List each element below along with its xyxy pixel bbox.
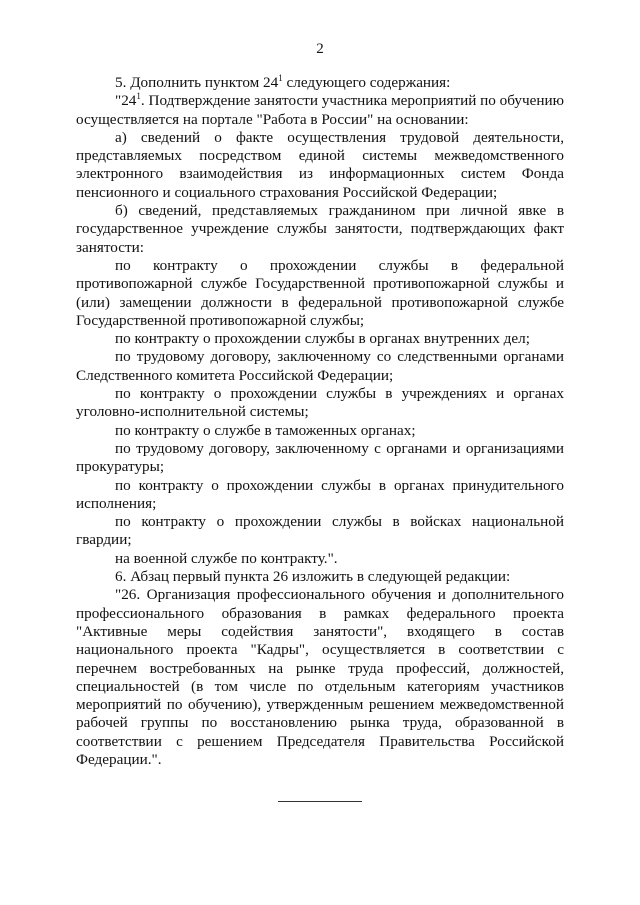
item-5-heading-text: 5. Дополнить пунктом 24: [115, 74, 279, 91]
document-body: [76, 74, 564, 769]
item-24-1-intro-text: . Подтверждение занятости участника мероприятий по обучению осуществляется на портале "Работа в России" на основании:: [76, 92, 564, 128]
item-6-heading: 6. Абзац первый пункта 26 изложить в следующей редакции:: [115, 568, 511, 586]
subitem-b: б) сведений, представляемых гражданином при личной явке в государственное учреждение службы занятости, подтверждающих факт занятости:: [76, 202, 564, 256]
service-item: на военной службе по контракту.".: [115, 549, 338, 567]
end-divider: [278, 801, 362, 802]
item-24-1-superscript: 1: [136, 91, 141, 102]
item-5-heading: [76, 74, 564, 92]
service-item: по трудовому договору, заключенному с органами и организациями прокуратуры;: [76, 439, 564, 476]
subitem-a: а) сведений о факте осуществления трудовой деятельности, представляемых посредством единой системы межведомственного электронного взаимодействия из информационных систем Фонда пенсионного и социального страхования Российской Федерации;: [76, 128, 564, 201]
service-item: по контракту о прохождении службы в органах внутренних дел;: [115, 330, 530, 348]
service-item: по контракту о прохождении службы в органах принудительного исполнения;: [76, 476, 564, 512]
item-26-text: "26. Организация профессионального обучения и дополнительного профессионального образования в рамках федерального проекта "Активные меры содействия занятости", входящего в состав национального проекта "Кадры", осуществляется в соответствии с перечнем востребованных на рынке труда профессий, должностей, специальностей (в том числе по отдельным категориям участников мероприятий по обучению), утвержденным решением межведомственной рабочей группы по восстановлению рынка труда, образованной в соответствии с решением Председателя Правительства Российской Федерации.".: [76, 586, 564, 768]
service-item: по контракту о прохождении службы в федеральной противопожарной службе Государственной противопожарной службы и (или) замещении должности в федеральной противопожарной службе Государственной противопожарной службы;: [76, 256, 564, 329]
item-5-superscript: 1: [278, 73, 283, 83]
service-item: по трудовому договору, заключенному со следственными органами Следственного комитета Российской Федерации;: [76, 348, 564, 384]
item-24-1-intro: [76, 92, 564, 129]
service-item: по контракту о прохождении службы в войсках национальной гвардии;: [76, 513, 564, 549]
service-item: по контракту о службе в таможенных органах;: [115, 421, 416, 439]
page-number: 2: [316, 41, 324, 57]
item-24-1-intro-start: "24: [115, 92, 137, 110]
item-5-heading-tail: следующего содержания:: [282, 74, 451, 91]
service-item: по контракту о прохождении службы в учреждениях и органах уголовно-исполнительной системы;: [76, 385, 564, 421]
